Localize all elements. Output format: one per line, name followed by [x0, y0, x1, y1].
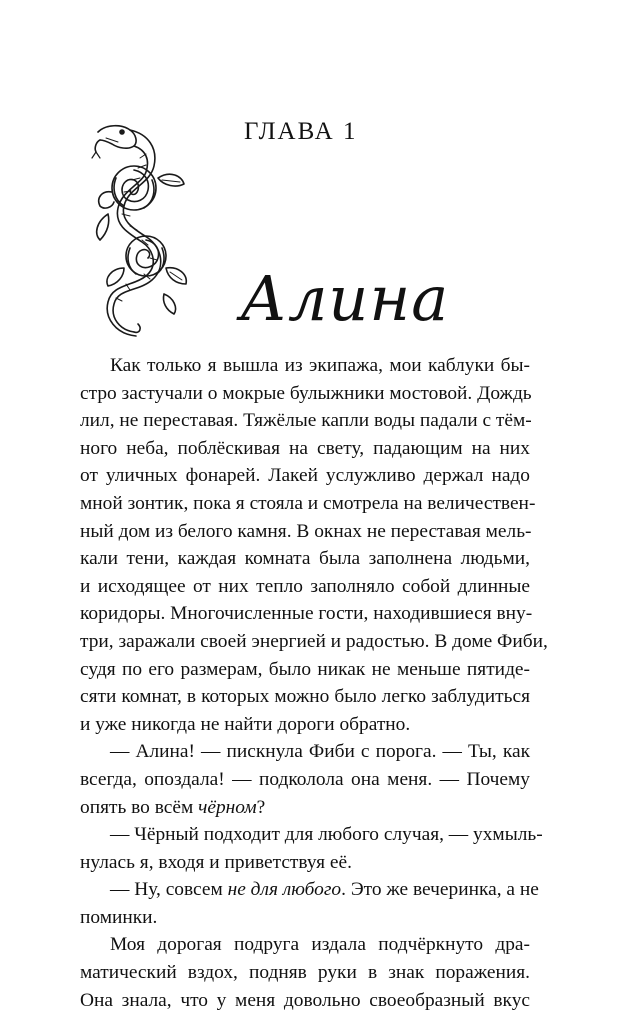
emphasis: не для любого	[227, 879, 342, 901]
text-line: всегда, опоздала! — подколола она меня. — Почему	[80, 768, 530, 790]
text-line: ного неба, поблёскивая на свету, падающим на них	[80, 437, 530, 459]
text-line: Как только я вышла из экипажа, мои каблуки бы-	[110, 355, 530, 376]
text-line: судя по его размерам, было никак не меньше пятиде-	[80, 658, 530, 680]
text-line: Моя дорогая подруга издала подчёркнуто дра-	[110, 934, 530, 956]
text-line: мной зонтик, пока я стояла и смотрела на величествен-	[80, 492, 536, 514]
emphasis: чёрном	[198, 796, 257, 818]
text-line: ный дом из белого камня. В окнах не переставая мель-	[80, 520, 532, 542]
text-line: опять во всём чёрном?	[80, 796, 266, 818]
text-line: от уличных фонарей. Лакей услужливо держал надо	[80, 465, 530, 487]
text-line: матический вздох, подняв руки в знак поражения.	[80, 962, 530, 984]
text-line: нулась я, входя и приветствуя её.	[80, 851, 352, 873]
chapter-label: ГЛАВА 1	[244, 118, 358, 145]
snake-and-roses-icon	[78, 118, 196, 340]
text-line: и исходящее от них тепло заполняло собой длинные	[80, 575, 530, 597]
text-line: стро застучали о мокрые булыжники мостовой. Дождь	[80, 382, 532, 404]
chapter-title: Алина	[240, 262, 450, 335]
text-line: кали тени, каждая комната была заполнена людьми,	[80, 548, 530, 570]
text-line: — Чёрный подходит для любого случая, — ухмыль-	[110, 824, 543, 846]
text-line: — Ну, совсем не для любого. Это же вечеринка, а не	[110, 879, 539, 901]
body-text	[80, 352, 548, 1014]
text-line: три, заражали своей энергией и радостью. В доме Фиби,	[80, 630, 548, 652]
text-line: коридоры. Многочисленные гости, находившиеся вну-	[80, 603, 533, 625]
text-line: лил, не переставая. Тяжёлые капли воды падали с тём-	[80, 410, 532, 432]
text-line: — Алина! — пискнула Фиби с порога. — Ты, как	[110, 741, 530, 763]
text-line: сяти комнат, в которых можно было легко заблудиться	[80, 686, 530, 708]
text-line: и уже никогда не найти дороги обратно.	[80, 713, 411, 735]
text-line: поминки.	[80, 906, 158, 928]
text-line: Она знала, что у меня довольно своеобразный вкус	[80, 989, 530, 1011]
